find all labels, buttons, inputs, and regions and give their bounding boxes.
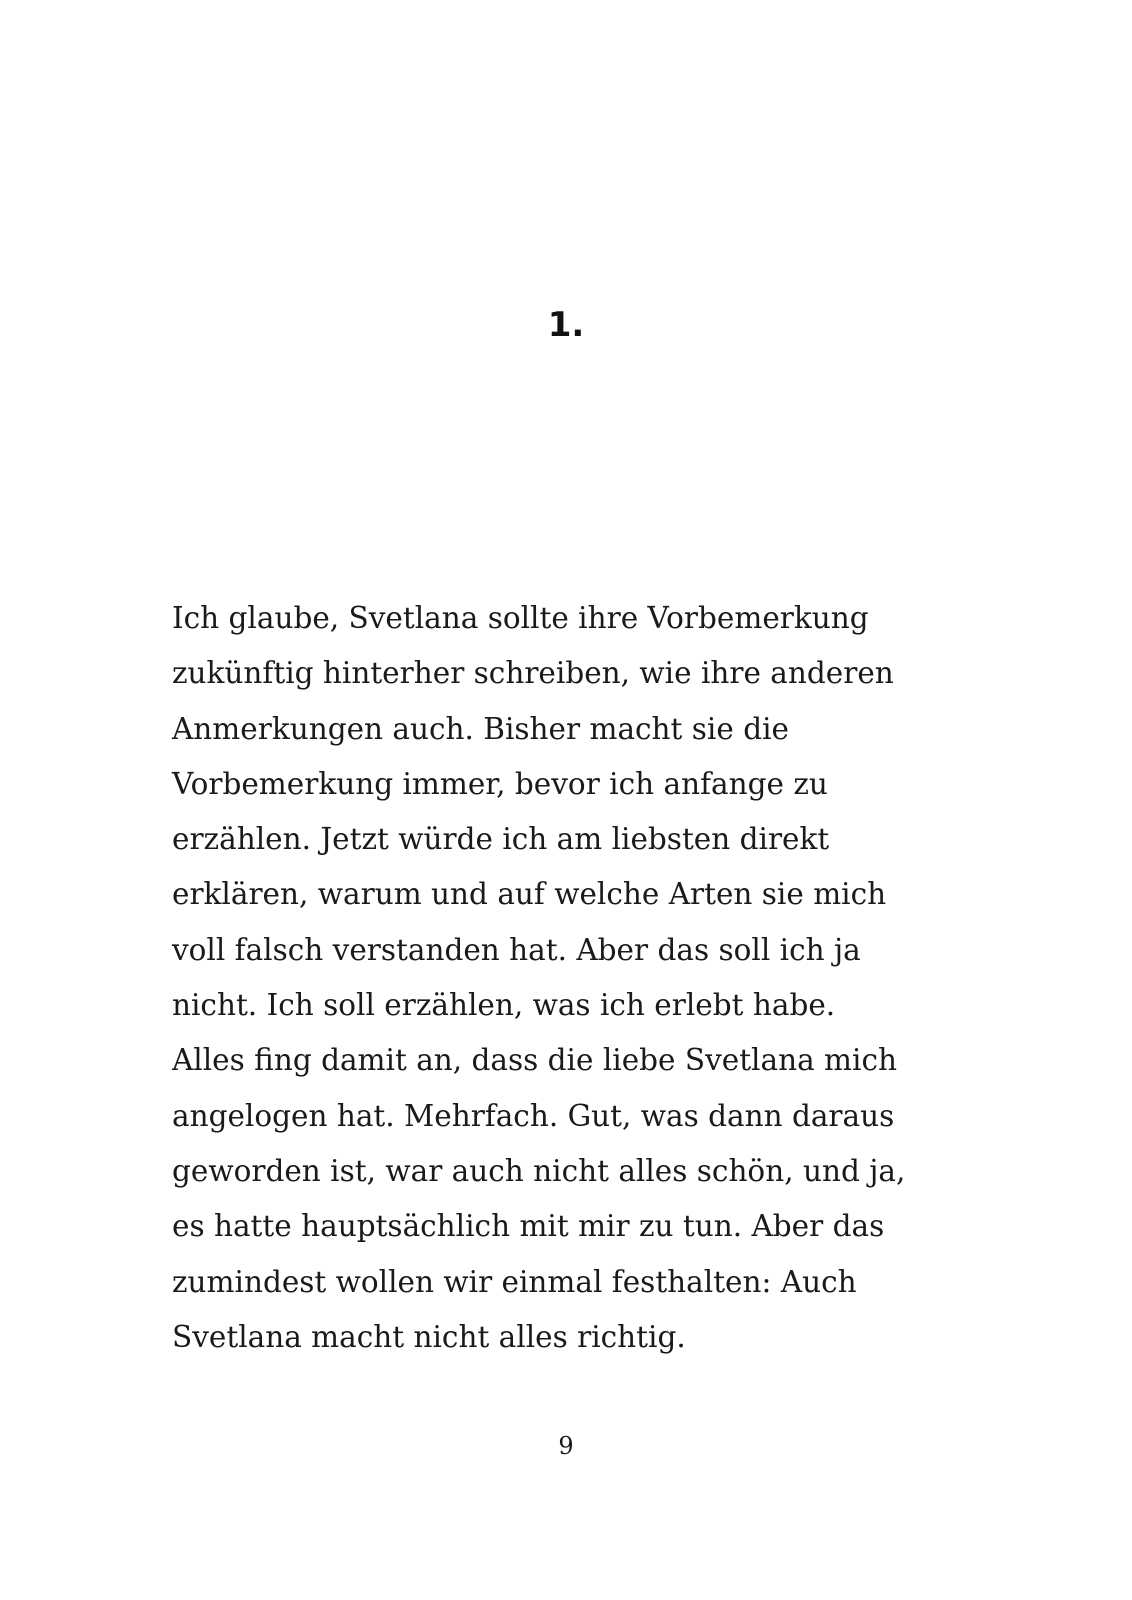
text-line: erzählen. Jetzt würde ich am liebsten direkt: [172, 822, 830, 857]
text-line: zumindest wollen wir einmal festhalten: Auch: [172, 1264, 857, 1299]
page-number: 9: [558, 1432, 574, 1460]
text-line: Anmerkungen auch. Bisher macht sie die: [172, 711, 789, 746]
chapter-number: 1.: [547, 305, 585, 345]
text-line: Ich glaube, Svetlana sollte ihre Vorbemerkung: [172, 601, 869, 635]
text-line: Alles fing damit an, dass die liebe Svetlana mich: [172, 1043, 897, 1078]
text-line: geworden ist, war auch nicht alles schön, und ja,: [172, 1153, 906, 1188]
body-paragraph: [172, 591, 972, 1365]
text-line: zukünftig hinterher schreiben, wie ihre anderen: [172, 656, 894, 691]
text-line: nicht. Ich soll erzählen, was ich erlebt habe.: [172, 988, 836, 1023]
text-line: erklären, warum und auf welche Arten sie mich: [172, 877, 887, 912]
text-line: es hatte hauptsächlich mit mir zu tun. Aber das: [172, 1209, 885, 1244]
text-line: angelogen hat. Mehrfach. Gut, was dann daraus: [172, 1098, 895, 1133]
text-line: Vorbemerkung immer, bevor ich anfange zu: [172, 766, 828, 801]
text-line: voll falsch verstanden hat. Aber das soll ich ja: [172, 932, 861, 967]
text-line: Svetlana macht nicht alles richtig.: [172, 1319, 686, 1354]
